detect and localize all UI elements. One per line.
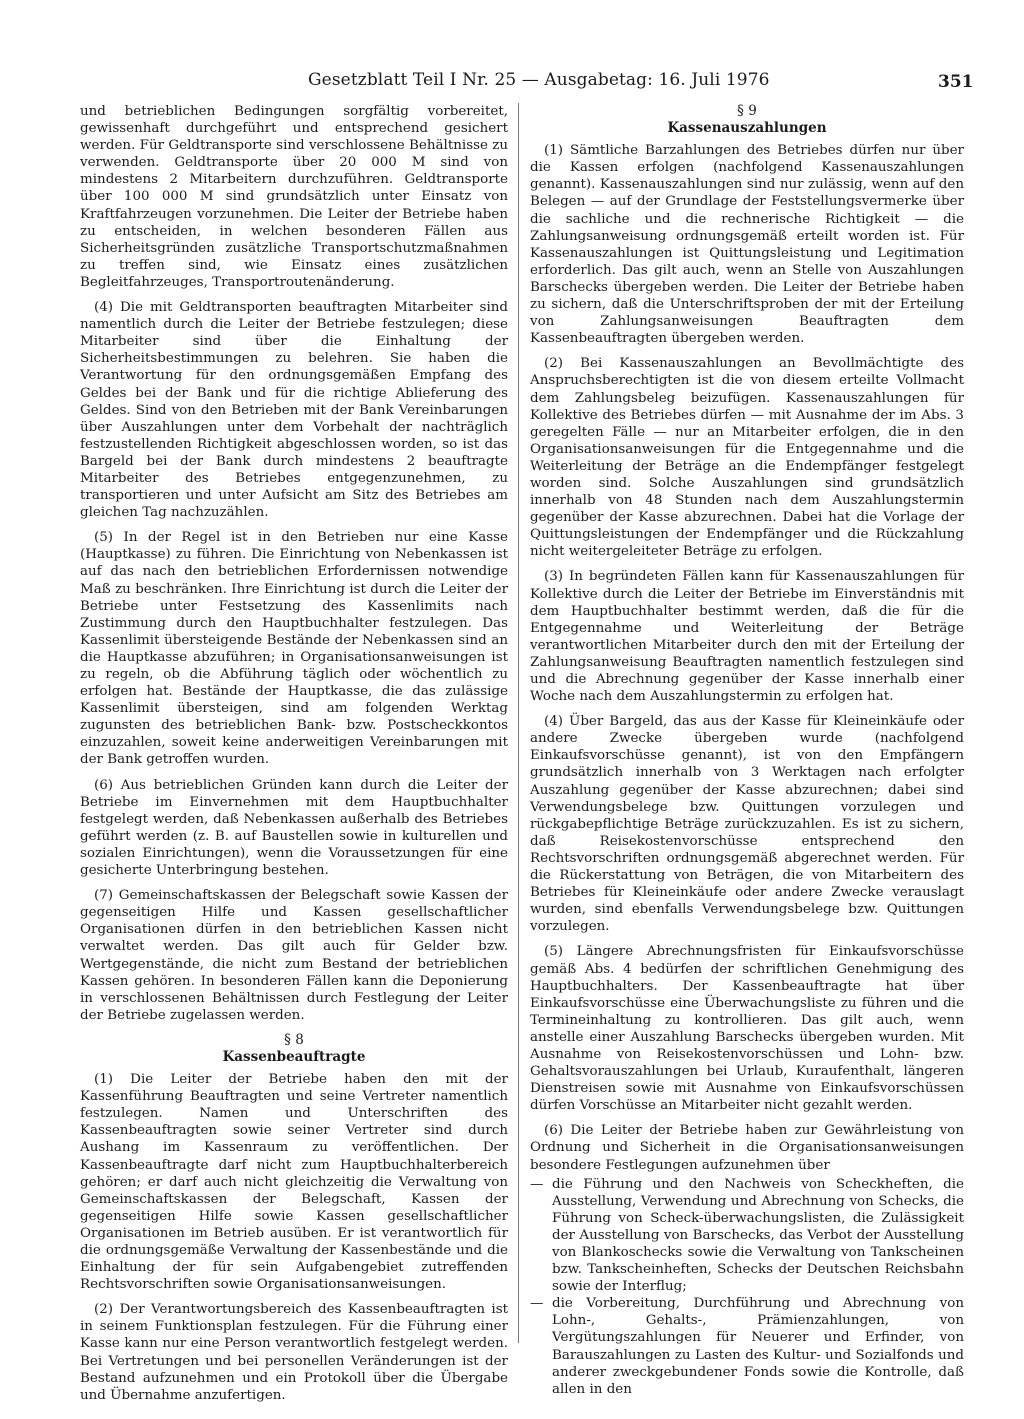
paragraph-7-7: (7) Gemeinschaftskassen der Belegschaft sowie Kassen der gegenseitigen Hilfe und Kassen gesellschaftlicher Organisationen dürfen in den betrieblichen Kassen nicht verwaltet werden. Das gilt auch für Gelder bzw. Wertgegenstände, die nicht zum Bestand der betrieblichen Kassen gehören. In besonderen Fällen kann die Deponierung in verschlossenen Behältnissen durch Festlegung der Leiter der Betriebe zugelassen werden. bbox=[80, 888, 508, 1023]
paragraph-7-4: (4) Die mit Geldtransporten beauftragten Mitarbeiter sind namentlich durch die Leiter der Betriebe festzulegen; diese Mitarbeiter sind über die Einhaltung der Sicherheitsbestimmungen zu belehren. Sie haben die Verantwortung für den ordnungsgemäßen Empfang des Geldes bei der Bank und für die richtige Ablieferung des Geldes. Sind von den Betrieben mit der Bank Vereinbarungen über Auszahlungen unter dem Vorbehalt der nachträglich festzustellenden Richtigkeit abgeschlossen worden, so ist das Bargeld bei der Bank durch mindestens 2 beauftragte Mitarbeiter des Betriebes entgegenzunehmen, zu transportieren und unter Aufsicht am Sitz des Betriebes am gleichen Tag nachzuzählen. bbox=[80, 300, 508, 521]
paragraph-9-1: (1) Sämtliche Barzahlungen des Betriebes dürfen nur über die Kassen erfolgen (nachfolgend Kassenauszahlungen genannt). Kassenauszahlungen sind nur zulässig, wenn auf den Belegen — auf der Grundlage der Feststellungsvermerke über die sachliche und die rechnerische Richtigkeit — die Zahlungsanweisung ordnungsgemäß erteilt worden ist. Für Kassenauszahlungen ist Quittungsleistung und Legitimation erforderlich. Das gilt auch, wenn an Stelle von Auszahlungen Barschecks übergeben werden. Die Leiter der Betriebe haben zu sichern, daß die Unterschriftsproben der mit der Erteilung von Zahlungsanweisungen Beauftragten dem Kassenbeauftragten übergeben werden. bbox=[530, 143, 964, 347]
section-8-number: § 8 bbox=[284, 1031, 304, 1048]
paragraph-8-1: (1) Die Leiter der Betriebe haben den mit der Kassenführung Beauftragten und seine Vertreter namentlich festzulegen. Namen und Unterschriften des Kassenbeauftragten sowie seiner Vertreter sind durch Aushang im Kassenraum zu veröffentlichen. Der Kassenbeauftragte darf nicht zum Hauptbuchhalterbereich gehören; er darf auch nicht gleichzeitig die Verwaltung von Gemeinschaftskassen der Belegschaft, Kassen der gegenseitigen Hilfe sowie Kassen gesellschaftlicher Organisationen im Betrieb ausüben. Er ist verantwortlich für die ordnungsgemäße Verwaltung der Kassenbestände und die Einhaltung der für sein Aufgabengebiet zutreffenden Rechtsvorschriften sowie Organisationsanweisungen. bbox=[80, 1072, 508, 1293]
section-9-number: § 9 bbox=[737, 103, 757, 119]
paragraph-7-5: (5) In der Regel ist in den Betrieben nur eine Kasse (Hauptkasse) zu führen. Die Einrichtung von Nebenkassen ist auf das nach den betrieblichen Erfordernissen notwendige Maß zu beschränken. Ihre Einrichtung ist durch die Leiter der Betriebe unter Festsetzung des Kassenlimits nach Zustimmung durch den Hauptbuchhalter festzulegen. Das Kassenlimit übersteigende Bestände der Nebenkassen sind an die Hauptkasse abzuführen; in Organisationsanweisungen ist zu regeln, ob die Abführung täglich oder wöchentlich zu erfolgen hat. Bestände der Hauptkasse, die das zulässige Kassenlimit übersteigen, sind am folgenden Werktag zugunsten des betrieblichen Bank- bzw. Postscheckkontos einzuzahlen, soweit keine anderweitigen Vereinbarungen mit der Bank getroffen wurden. bbox=[80, 530, 508, 768]
dash-marker: — bbox=[530, 1176, 544, 1192]
dash-marker: — bbox=[530, 1296, 544, 1312]
list-item bbox=[530, 1295, 964, 1398]
column-divider bbox=[518, 103, 519, 1343]
page-header bbox=[0, 70, 1024, 96]
paragraph-9-5: (5) Längere Abrechnungsfristen für Einkaufsvorschüsse gemäß Abs. 4 bedürfen der schriftlichen Genehmigung des Hauptbuchhalters. Der Kassenbeauftragte hat über Einkaufsvorschüsse eine Überwachungsliste zu führen und die Termineinhaltung zu kontrollieren. Das gilt auch, wenn anstelle einer Auszahlung Barschecks übergeben wurden. Mit Ausnahme von Reisekostenvorschüssen und Lohn- bzw. Gehaltsvorauszahlungen bei Urlaub, Kuraufenthalt, längeren Dienstreisen sowie mit Ausnahme von Einkaufsvorschüssen dürfen Vorschüsse an Mitarbeiter nicht gezahlt werden. bbox=[530, 944, 964, 1114]
paragraph-continued: und betrieblichen Bedingungen sorgfältig vorbereitet, gewissenhaft durchgeführt und entsprechend gesichert werden. Für Geldtransporte sind verschlossene Behältnisse zu verwenden. Geldtransporte über 20 000 M sind von mindestens 2 Mitarbeitern durchzuführen. Geldtransporte über 100 000 M sind grundsätzlich unter Einsatz von Kraftfahrzeugen vorzunehmen. Die Leiter der Betriebe haben zu entscheiden, in welchen besonderen Fällen aus Sicherheitsgründen zusätzliche Transportschutzmaßnahmen zu treffen sind, wie Einsatz eines zusätzlichen Begleitfahrzeuges, Transportroutenänderung. bbox=[80, 104, 508, 290]
left-column bbox=[80, 103, 508, 1412]
paragraph-9-4: (4) Über Bargeld, das aus der Kasse für Kleineinkäufe oder andere Zwecke übergeben wurde (nachfolgend Einkaufsvorschüsse genannt), ist von den Empfängern grundsätzlich innerhalb von 3 Werktagen nach erfolgter Auszahlung gegenüber der Kasse abzurechnen; dabei sind Verwendungsbelege bzw. Quittungen vorzulegen und rückgabepflichtige Beträge zurückzuzahlen. Es ist zu sichern, daß Reisekostenvorschüsse entsprechend den Rechtsvorschriften ordnungsgemäß abgerechnet werden. Für die Rückerstattung von Beträgen, die von Mitarbeitern des Betriebes für Kleineinkäufe oder andere Zwecke verauslagt wurden, sind ebenfalls Verwendungsbelege bzw. Quittungen vorzulegen. bbox=[530, 714, 964, 935]
provision-list bbox=[530, 1176, 964, 1398]
paragraph-9-6: (6) Die Leiter der Betriebe haben zur Gewährleistung von Ordnung und Sicherheit in die Organisationsanweisungen besondere Festlegungen aufzunehmen über bbox=[530, 1123, 964, 1173]
page-number: 351 bbox=[938, 72, 974, 92]
list-item-text: die Vorbereitung, Durchführung und Abrechnung von Lohn-, Gehalts-, Prämienzahlungen, von Vergütungszahlungen für Neuerer und Erfinder, von Barauszahlungen zu Lasten des Kultur- und Sozialfonds und anderer zweckgebundener Fonds sowie die Kontrolle, daß allen in den bbox=[552, 1296, 964, 1397]
section-8-title: Kassenbeauftragte bbox=[222, 1048, 366, 1065]
paragraph-7-6: (6) Aus betrieblichen Gründen kann durch die Leiter der Betriebe im Einvernehmen mit dem Hauptbuchhalter festgelegt werden, daß Nebenkassen außerhalb des Betriebes geführt werden (z. B. auf Baustellen sowie in kulturellen und sozialen Einrichtungen), wenn die Voraussetzungen für eine gesicherte Unterbringung bestehen. bbox=[80, 777, 508, 879]
paragraph-9-3: (3) In begründeten Fällen kann für Kassenauszahlungen für Kollektive durch die Leiter der Betriebe im Einverständnis mit dem Hauptbuchhalter bestimmt werden, daß die für die Entgegennahme und Weiterleitung der Beträge verantwortlichen Mitarbeiter durch den mit der Erteilung der Zahlungsanweisung Beauftragten namentlich festzulegen sind und die Abrechnung gegenüber der Kasse innerhalb einer Woche nach dem Auszahlungstermin zu erfolgen hat. bbox=[530, 569, 964, 705]
paragraph-8-2: (2) Der Verantwortungsbereich des Kassenbeauftragten ist in seinem Funktionsplan festzulegen. Für die Führung einer Kasse kann nur eine Person verantwortlich festgelegt werden. Bei Vertretungen und bei personellen Veränderungen ist der Bestand aufzunehmen und ein Protokoll über die Übergabe und Übernahme anzufertigen. bbox=[80, 1302, 508, 1403]
right-column bbox=[530, 103, 964, 1398]
gazette-title: Gesetzblatt Teil I Nr. 25 — Ausgabetag: 16. Juli 1976 bbox=[308, 70, 770, 90]
section-9-title: Kassenauszahlungen bbox=[667, 120, 827, 137]
list-item bbox=[530, 1176, 964, 1296]
paragraph-9-2: (2) Bei Kassenauszahlungen an Bevollmächtigte des Anspruchsberechtigten ist die von diesem erteilte Vollmacht dem Zahlungsbeleg beizufügen. Kassenauszahlungen für Kollektive des Betriebes dürfen — mit Ausnahme der im Abs. 3 geregelten Fälle — nur an Mitarbeiter erfolgen, die in den Organisationsanweisungen für die Entgegennahme und die Weiterleitung der Beträge an die Endempfänger festgelegt worden sind. Solche Auszahlungen sind grundsätzlich innerhalb von 48 Stunden nach dem Auszahlungstermin gegenüber der Kasse abzurechnen. Dabei hat die Vorlage der Quittungsleistungen der Endempfänger und die Rückzahlung nicht weitergeleiteter Beträge zu erfolgen. bbox=[530, 356, 964, 560]
list-item-text: die Führung und den Nachweis von Scheckheften, die Ausstellung, Verwendung und Abrechnung von Schecks, die Führung von Scheck-überwachungslisten, die Zulässigkeit der Ausstellung von Barschecks, das Verbot der Ausstellung von Blankoschecks sowie die Verwaltung von Tankscheinen bzw. Tankscheinheften, Schecks der Deutschen Reichsbahn sowie der Interflug; bbox=[552, 1176, 964, 1295]
